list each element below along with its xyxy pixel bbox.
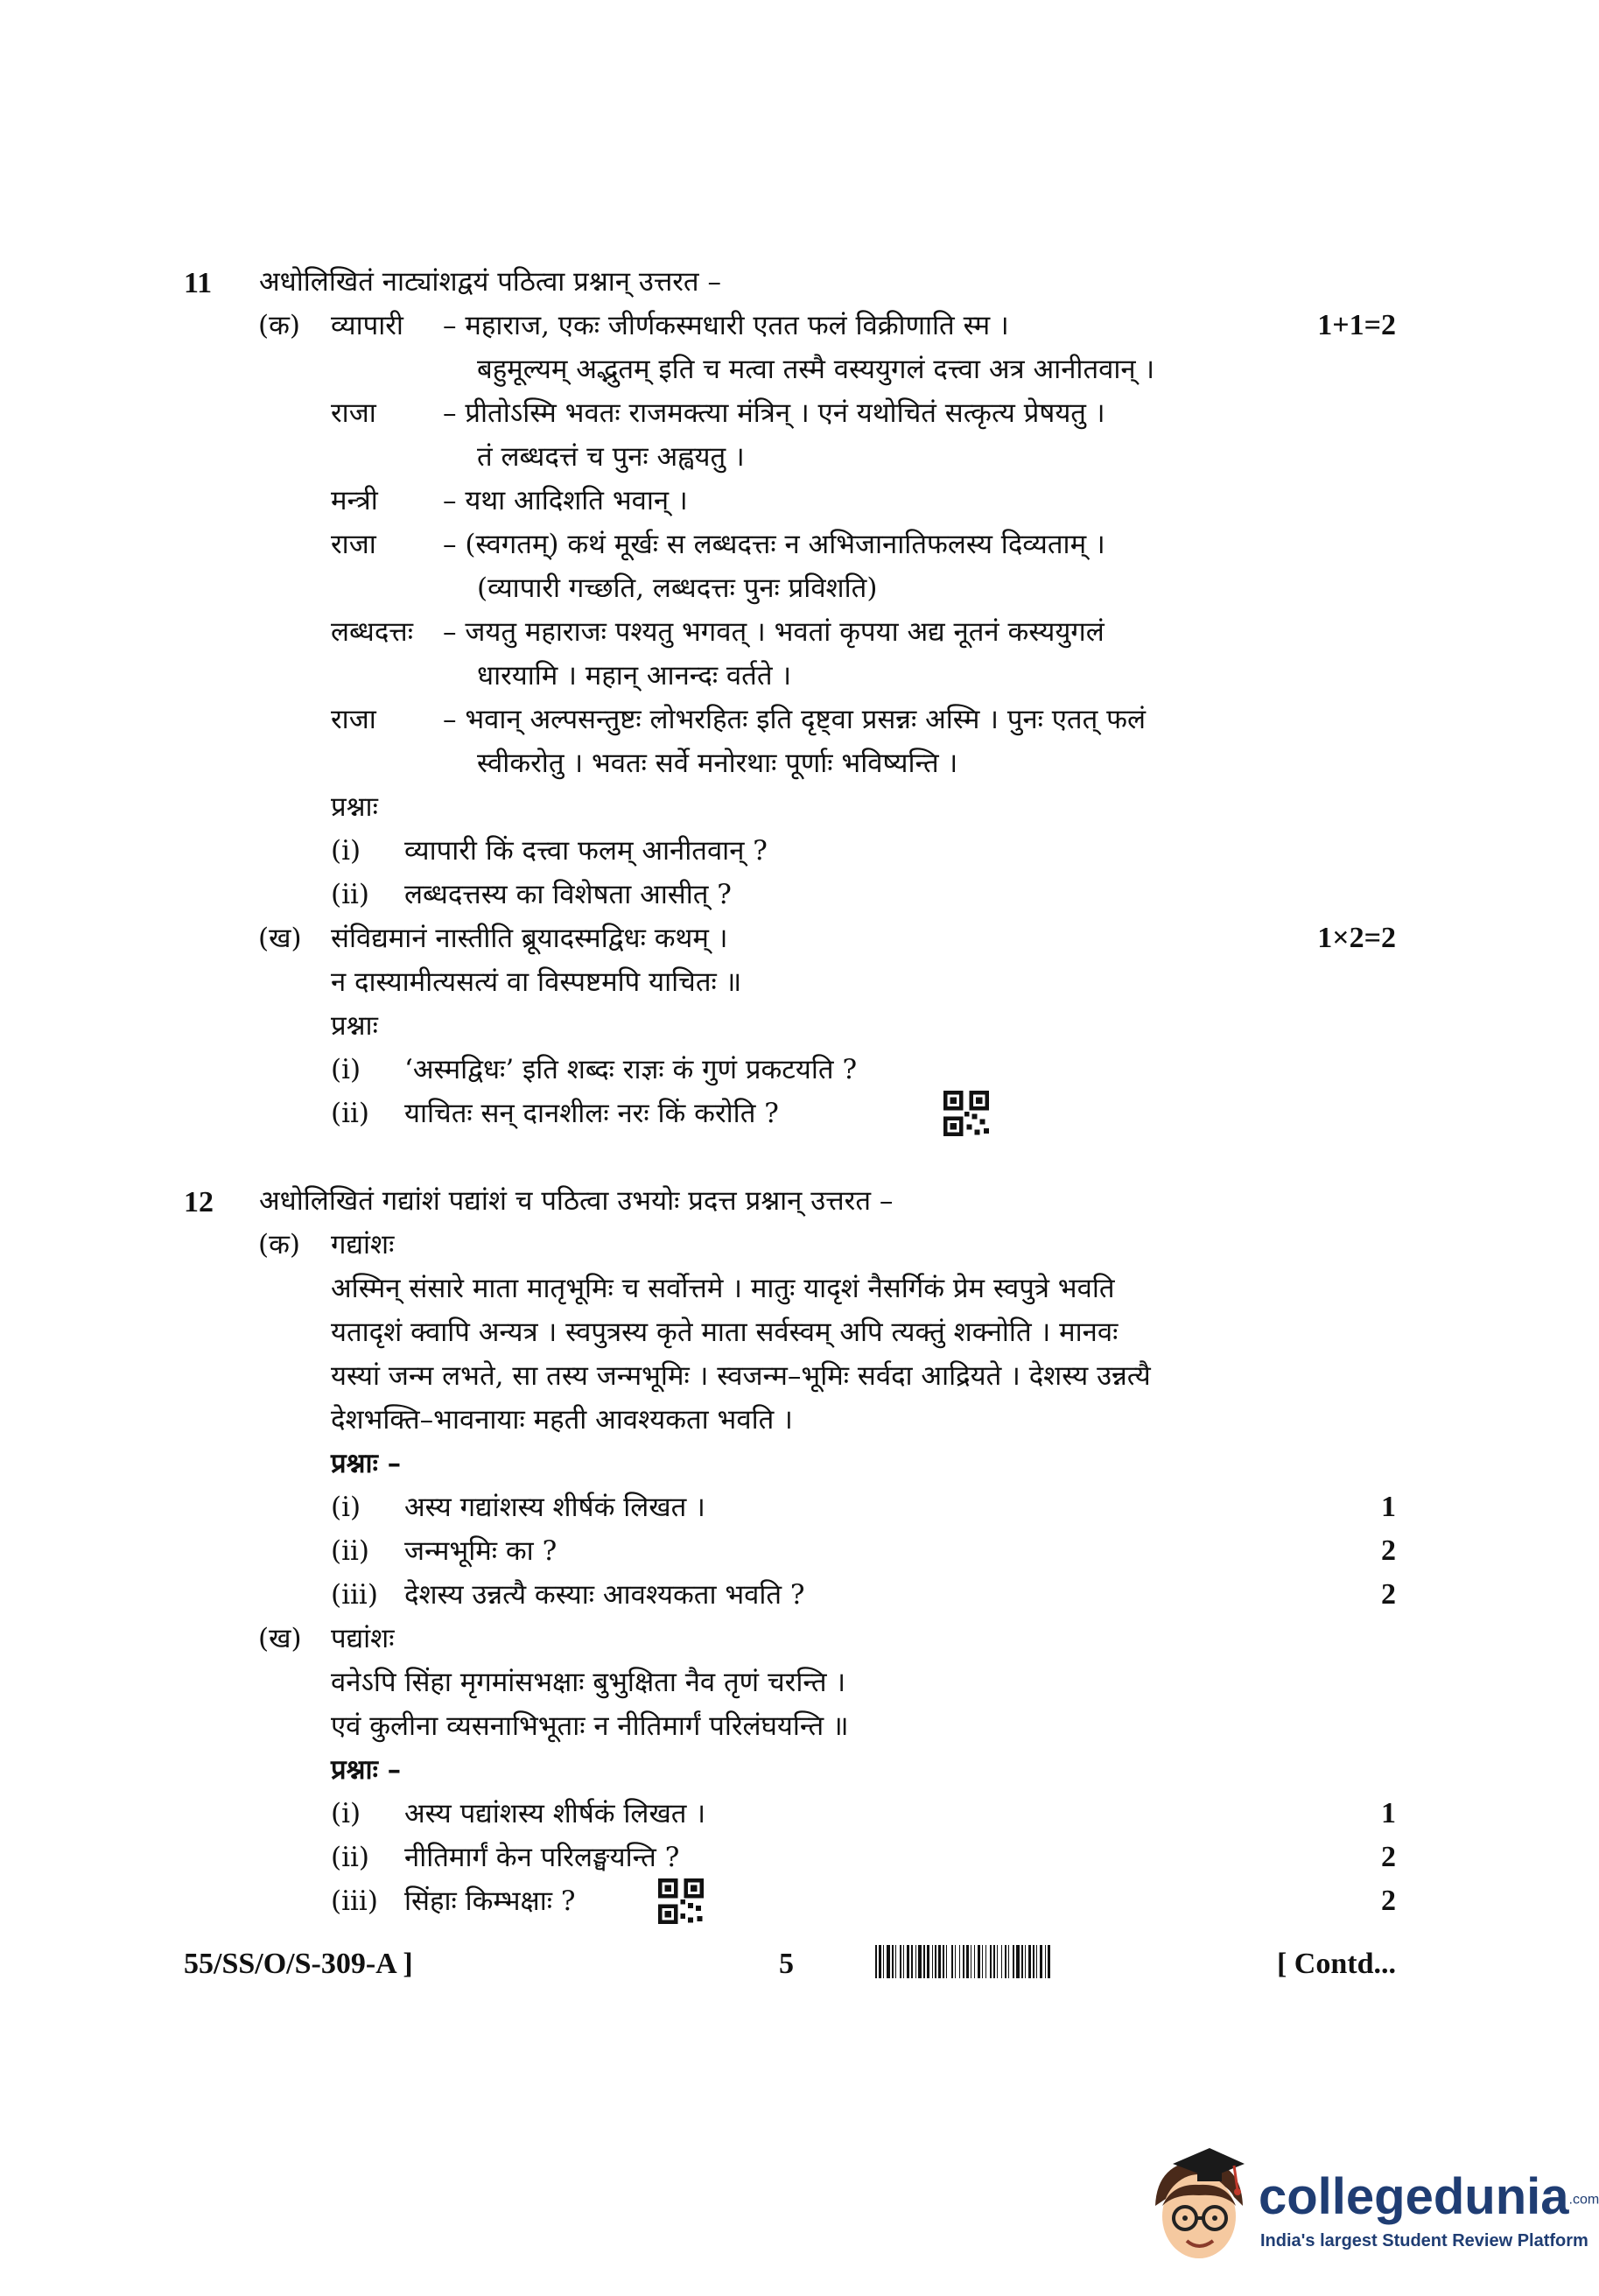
q11-kha-label: (ख) [258, 923, 302, 954]
question-number: (ii) [331, 879, 370, 910]
question-marks: 2 [1381, 1578, 1396, 1611]
question-text: अस्य गद्यांशस्य शीर्षकं लिखत । [404, 1492, 705, 1523]
barcode-icon [875, 1945, 1247, 1978]
dialogue-line: – महाराज, एकः जीर्णकस्मधारी एतत फलं विक्रीणाति स्म । [443, 310, 1009, 341]
question-text: सिंहाः किम्भक्षाः ? [404, 1885, 576, 1917]
brand-domain: .com [1568, 2192, 1599, 2208]
question-number: (i) [331, 1492, 361, 1523]
verse-line: न दास्यामीत्यसत्यं वा विस्पष्टमपि याचितः ॥ [331, 966, 742, 998]
dialogue-line: बहुमूल्यम् अद्भुतम् इति च मत्वा तस्मै वस्ययुगलं दत्त्वा अत्र आनीतवान् । [477, 354, 1155, 385]
speaker: व्यापारी [331, 310, 403, 341]
question-text: लब्धदत्तस्य का विशेषता आसीत् ? [404, 879, 732, 910]
question-number: (i) [331, 1054, 361, 1085]
question-number: (i) [331, 1798, 361, 1829]
question-number: (ii) [331, 1535, 370, 1567]
passage-line: यस्यां जन्म लभते, सा तस्य जन्मभूमिः । स्वजन्म–भूमिः सर्वदा आद्रियते । देशस्य उन्नत्यै [331, 1360, 1151, 1392]
paper-code: 55/SS/O/S-309-A ] [184, 1948, 413, 1980]
question-number: (iii) [331, 1579, 378, 1611]
question-text: अस्य पद्यांशस्य शीर्षकं लिखत । [404, 1798, 706, 1829]
dialogue-line: – प्रीतोऽस्मि भवतः राजमक्त्या मंत्रिन् । एनं यथोचितं सत्कृत्य प्रेषयतु । [443, 397, 1105, 429]
speaker: मन्त्री [331, 485, 378, 516]
question-marks: 2 [1381, 1885, 1396, 1917]
qr-code-icon [658, 1878, 704, 1924]
q11-ka-label: (क) [258, 310, 300, 341]
q12-number: 12 [184, 1186, 214, 1218]
question-marks: 2 [1381, 1841, 1396, 1873]
passage-line: यतादृशं क्वापि अन्यत्र । स्वपुत्रस्य कृते माता सर्वस्वम् अपि त्यक्तुं शक्नोति । मानवः [331, 1317, 1119, 1348]
verse-line: वनेऽपि सिंहा मृगमांसभक्षाः बुभुक्षिता नैव तृणं चरन्ति । [331, 1667, 846, 1698]
q12-kha-label: (ख) [258, 1623, 302, 1654]
q11-number: 11 [184, 267, 213, 299]
question-number: (iii) [331, 1885, 378, 1917]
dialogue-line: – यथा आदिशति भवान् । [443, 485, 688, 516]
questions-label: प्रश्नाः – [331, 1448, 402, 1479]
question-text: देशस्य उन्नत्यै कस्याः आवश्यकता भवति ? [404, 1579, 805, 1611]
passage-line: देशभक्ति–भावनायाः महती आवश्यकता भवति । [331, 1404, 793, 1436]
dialogue-line: – भवान् अल्पसन्तुष्टः लोभरहितः इति दृष्ट्वा प्रसन्नः अस्मि । पुनः एतत् फलं [443, 704, 1147, 735]
page-number: 5 [779, 1948, 794, 1980]
speaker: राजा [331, 529, 376, 560]
question-marks: 2 [1381, 1534, 1396, 1567]
q12-instruction: अधोलिखितं गद्यांशं पद्यांशं च पठित्वा उभयोः प्रदत्त प्रश्नान् उत्तरत – [259, 1185, 894, 1217]
verse-line: संविद्यमानं नास्तीति ब्रूयादस्मद्विधः कथम् । [331, 923, 728, 954]
questions-label: प्रश्नाः [331, 1010, 378, 1042]
brand-tagline: India's largest Student Review Platform [1260, 2231, 1588, 2250]
verse-line: एवं कुलीना व्यसनाभिभूताः न नीतिमार्गं परिलंघयन्ति ॥ [331, 1710, 849, 1742]
dialogue-line: तं लब्धदत्तं च पुनः अह्वयतु । [477, 441, 745, 473]
brand-name: collegedunia [1259, 2168, 1569, 2225]
q11-ka-marks: 1+1=2 [1317, 309, 1396, 341]
dialogue-line: स्वीकरोतु । भवतः सर्वे मनोरथाः पूर्णाः भविष्यन्ति । [477, 748, 958, 779]
speaker: राजा [331, 704, 376, 735]
question-number: (ii) [331, 1098, 370, 1129]
speaker: राजा [331, 397, 376, 429]
question-number: (i) [331, 835, 361, 867]
dialogue-line: – (स्वगतम्) कथं मूर्खः स लब्धदत्तः न अभिजानातिफलस्य दिव्यताम् । [443, 529, 1105, 560]
question-text: ‘अस्मद्विधः’ इति शब्दः राज्ञः कं गुणं प्रकटयति ? [404, 1054, 858, 1085]
dialogue-line: – जयतु महाराजः पश्यतु भगवत् । भवतां कृपया अद्य नूतनं कस्ययुगलं [443, 616, 1105, 648]
q11-instruction: अधोलिखितं नाट्यांशद्वयं पठित्वा प्रश्नान् उत्तरत – [259, 266, 721, 298]
dialogue-line: (व्यापारी गच्छति, लब्धदत्तः पुनः प्रविशति) [477, 572, 878, 604]
contd-label: [ Contd... [1276, 1948, 1396, 1980]
q12-ka-label: (क) [258, 1229, 300, 1260]
passage-heading: गद्यांशः [331, 1229, 395, 1260]
question-text: नीतिमार्गं केन परिलङ्घयन्ति ? [404, 1842, 680, 1873]
speaker: लब्धदत्तः [331, 616, 413, 648]
question-marks: 1 [1381, 1491, 1396, 1523]
mascot-logo-icon [1147, 2145, 1252, 2267]
dialogue-line: धारयामि । महान् आनन्दः वर्तते । [477, 660, 792, 692]
question-marks: 1 [1381, 1797, 1396, 1829]
qr-code-icon [943, 1091, 989, 1136]
question-text: याचितः सन् दानशीलः नरः किं करोति ? [404, 1098, 779, 1129]
question-text: जन्मभूमिः का ? [404, 1535, 558, 1567]
passage-line: अस्मिन् संसारे माता मातृभूमिः च सर्वोत्तमे । मातुः यादृशं नैसर्गिकं प्रेम स्वपुत्रे भवति [331, 1273, 1115, 1304]
questions-label: प्रश्नाः [331, 791, 378, 823]
question-number: (ii) [331, 1842, 370, 1873]
questions-label: प्रश्नाः – [331, 1754, 402, 1786]
question-text: व्यापारी किं दत्त्वा फलम् आनीतवान् ? [404, 835, 768, 867]
q11-kha-marks: 1×2=2 [1317, 922, 1396, 954]
verse-heading: पद्यांशः [331, 1623, 395, 1654]
